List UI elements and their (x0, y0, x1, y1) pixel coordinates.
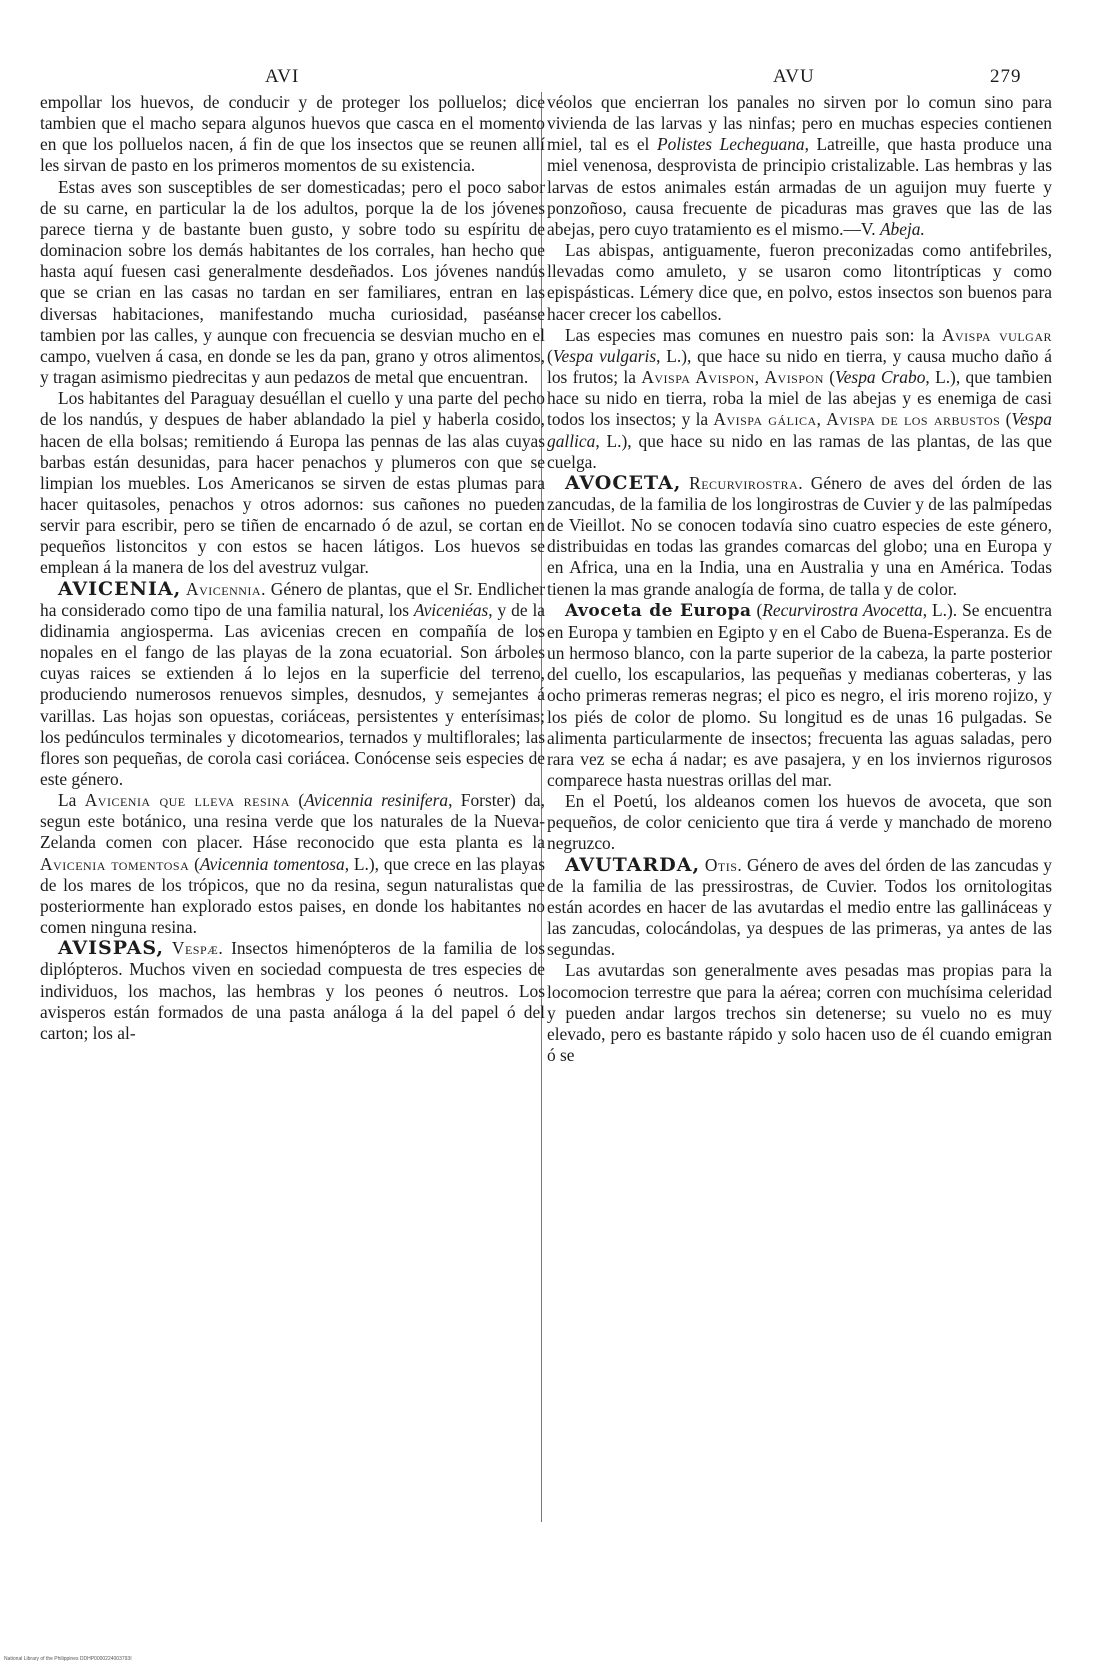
paragraph-paraguay: Los habitantes del Paraguay desuéllan el cuello y una parte del pecho de los nandús, y despues de haber ablandado la piel y haberla cosido, hacen de ella bolsas; remitiendo á Europa las pennas de las alas cuyas barbas están desunidas, para hacer penachos y plumeros con que se limpian los muebles. Los Americanos se sirven de estas plumas para hacer quitasoles, penachos y otros adornos: sus cañones no pueden servir para escribir, pero se tiñen de encarnado ó de azul, se cortan en pequeños listoncitos y con estos se hacen látigos. Los huevos se emplean á la manera de los del avestruz vulgar. (40, 388, 545, 578)
running-head-left: AVI (265, 66, 300, 87)
paragraph-avutardas-flight: Las avutardas son generalmente aves pesadas mas propias para la locomocion terrestre que para la aérea; corren con muchísima celeridad y pueden andar largos trechos sin detenerse; su vuelo no es muy elevado, pero es bastante rápido y solo hacen uso de él cuando emigran ó se (547, 960, 1052, 1066)
cross-reference: Abeja. (879, 218, 925, 239)
entry-headword-avispas: AVISPAS, (58, 937, 165, 960)
left-column (40, 92, 545, 1044)
paragraph-abispas-medicinal: Las abispas, antiguamente, fueron preconizadas como antifebriles, llevadas como amuleto, y se usaron como litontrípticas y como epispásticas. Lémery dice que, en polvo, estos insectos son buenos para hacer crecer los cabellos. (547, 240, 1052, 324)
entry-headword-avicenia: AVICENIA, (58, 577, 182, 600)
paragraph-domestication: Estas aves son susceptibles de ser domesticadas; pero el poco sabor de su carne, en particular la de los adultos, porque la de los jóvenes parece tierna y de bastante buen gusto, y sobre todo su espíritu de dominacion sobre los demás habitantes de los corrales, han hecho que hasta aquí fuesen casi generalmente desdeñados. Los jóvenes nandús que se crian en las casas no tardan en ser familiares, entran en las diversas habitaciones, manifestando mucha curiosidad, paséanse tambien por las calles, y aunque con frecuencia se desvian mucho en el campo, vuelven á casa, en donde se les da pan, grano y otros alimentos, y tragan asimismo piedrecitas y aun pedazos de metal que encuentran. (40, 176, 545, 388)
paragraph-resinifera: La Avicenia que lleva resina (Avicennia resinifera, Forster) da, segun este botánico, una resina verde que los naturales de la Nueva-Zelanda comen con placer. Háse reconocido que esta planta es la Avicenia tomentosa (Avicennia tomentosa, L.), que crece en las playas de los mares de los trópicos, que no da resina, segun naturalistas que posteriormente han explorado estos paises, en donde los habitantes no comen ninguna resina. (40, 790, 545, 938)
entry-avutarda: AVUTARDA, Otis. Género de aves del órden de las zancudas y de la familia de las pressirostras, de Cuvier. Todos los ornitologitas están acordes en hacer de las avutardas el medio entre las gallináceas y las zancudas, colocándolas, ya despues de las primeras, ya antes de las segundas. (547, 853, 1052, 960)
paragraph-alveolos: véolos que encierran los panales no sirven por lo comun sino para vivienda de las larvas y las ninfas; pero en muchas especies contienen miel, tal es el Polistes Lecheguana, Latreille, que hasta produce una miel venenosa, desprovista de principio cristalizable. Las hembras y las larvas de estos animales están armadas de un aguijon muy fuerte y ponzoñoso, causa frecuente de picaduras mas graves que las de las abejas, pero cuyo tratamiento es el mismo.—V. Abeja. (547, 92, 1052, 239)
library-watermark: National Library of the Philippines DDHP0000224003793I (4, 1656, 132, 1662)
paragraph-poetu: En el Poetú, los aldeanos comen los huevos de avoceta, que son pequeños, de color ceniciento que tira á verde y manchado de moreno negruzco. (547, 791, 1052, 854)
right-column (547, 92, 1052, 1066)
entry-latin-avutarda: Otis. (704, 854, 743, 875)
entry-avispas: AVISPAS, Vespæ. Insectos himenópteros de la familia de los diplópteros. Muchos viven en sociedad compuesta de tres especies de individuos, los machos, las hembras y los peones ó neutros. Los avisperos están formados de una pasta análoga á la del papel ó del carton; los al- (40, 937, 545, 1043)
entry-avicenia: AVICENIA, Avicennia. Género de plantas, que el Sr. Endlicher ha considerado como tipo de una familia natural, los Aviceniéas, y de la didinamia angiosperma. Las avicenias crecen en compañía de los nopales en el fango de las playas de la zona ecuatorial. Son árboles cuyas raices se extienden á lo lejos en la superficie del terreno, produciendo numerosos renuevos simples, desnudos, y semejantes á varillas. Las hojas son opuestas, coriáceas, persistentes y enterísimas; los pedúnculos terminales y dicotomearios, ternados y multiflorales; las flores son pequeñas, de corola casi coriácea. Conócense seis especies de este género. (40, 577, 545, 789)
entry-latin-avicenia: Avicennia. (186, 578, 266, 599)
subentry-avoceta-europa: Avoceta de Europa (Recurvirostra Avocetta, L.). Se encuentra en Europa y tambien en Egipto y en el Cabo de Buena-Esperanza. Es de un hermoso blanco, con la parte superior de la cabeza, la parte posterior del cuello, los escapularios, las pequeñas y medianas coberteras, y las ocho primeras remeras negras; el pico es negro, el iris moreno rojizo, y los piés de color de plomo. Su longitud es de unas 16 pulgadas. Se alimenta particularmente de insectos; frecuenta las aguas saladas, pero rara vez se echa á nadar; es ave pasajera, y en los inviernos rigurosos comparece hasta nuestras orillas del mar. (547, 599, 1053, 790)
subentry-headword-europa: Avoceta de Europa (565, 600, 752, 621)
entry-latin-avispas: Vespæ. (171, 938, 224, 959)
entry-headword-avoceta: AVOCETA, (565, 471, 682, 494)
paragraph-nandu-eggs: empollar los huevos, de conducir y de proteger los polluelos; dice tambien que el macho separa algunos huevos que casca en el momento en que los polluelos nacen, á fin de que los insectos que se reunen allí les sirvan de pasto en los primeros momentos de su existencia. (40, 92, 545, 176)
paragraph-common-species: Las especies mas comunes en nuestro pais son: la Avispa vulgar (Vespa vulgaris, L.), que hace su nido en tierra, y causa mucho daño á los frutos; la Avispa Avispon, Avispon (Vespa Crabo, L.), que tambien hace su nido en tierra, roba la miel de las abejas y es enemiga de casi todos los insectos; y la Avispa gálica, Avispa de los arbustos (Vespa gallica, L.), que hace su nido en las ramas de las plantas, de las que cuelga. (547, 324, 1053, 472)
entry-avoceta: AVOCETA, Recurvirostra. Género de aves del órden de las zancudas, de la familia de los longirostras de Cuvier y de las palmípedas de Vieillot. No se conocen todavía sino cuatro especies de este género, distribuidas en todas las grandes comarcas del globo; una en Europa y en Africa, una en la India, una en Australia y una en América. Todas tienen la mas grande analogía de forma, de talla y de color. (547, 471, 1053, 599)
entry-latin-avoceta: Recurvirostra. (689, 472, 804, 493)
running-head-center: AVU (773, 66, 815, 87)
page-number: 279 (990, 66, 1022, 87)
entry-headword-avutarda: AVUTARDA, (565, 853, 701, 876)
